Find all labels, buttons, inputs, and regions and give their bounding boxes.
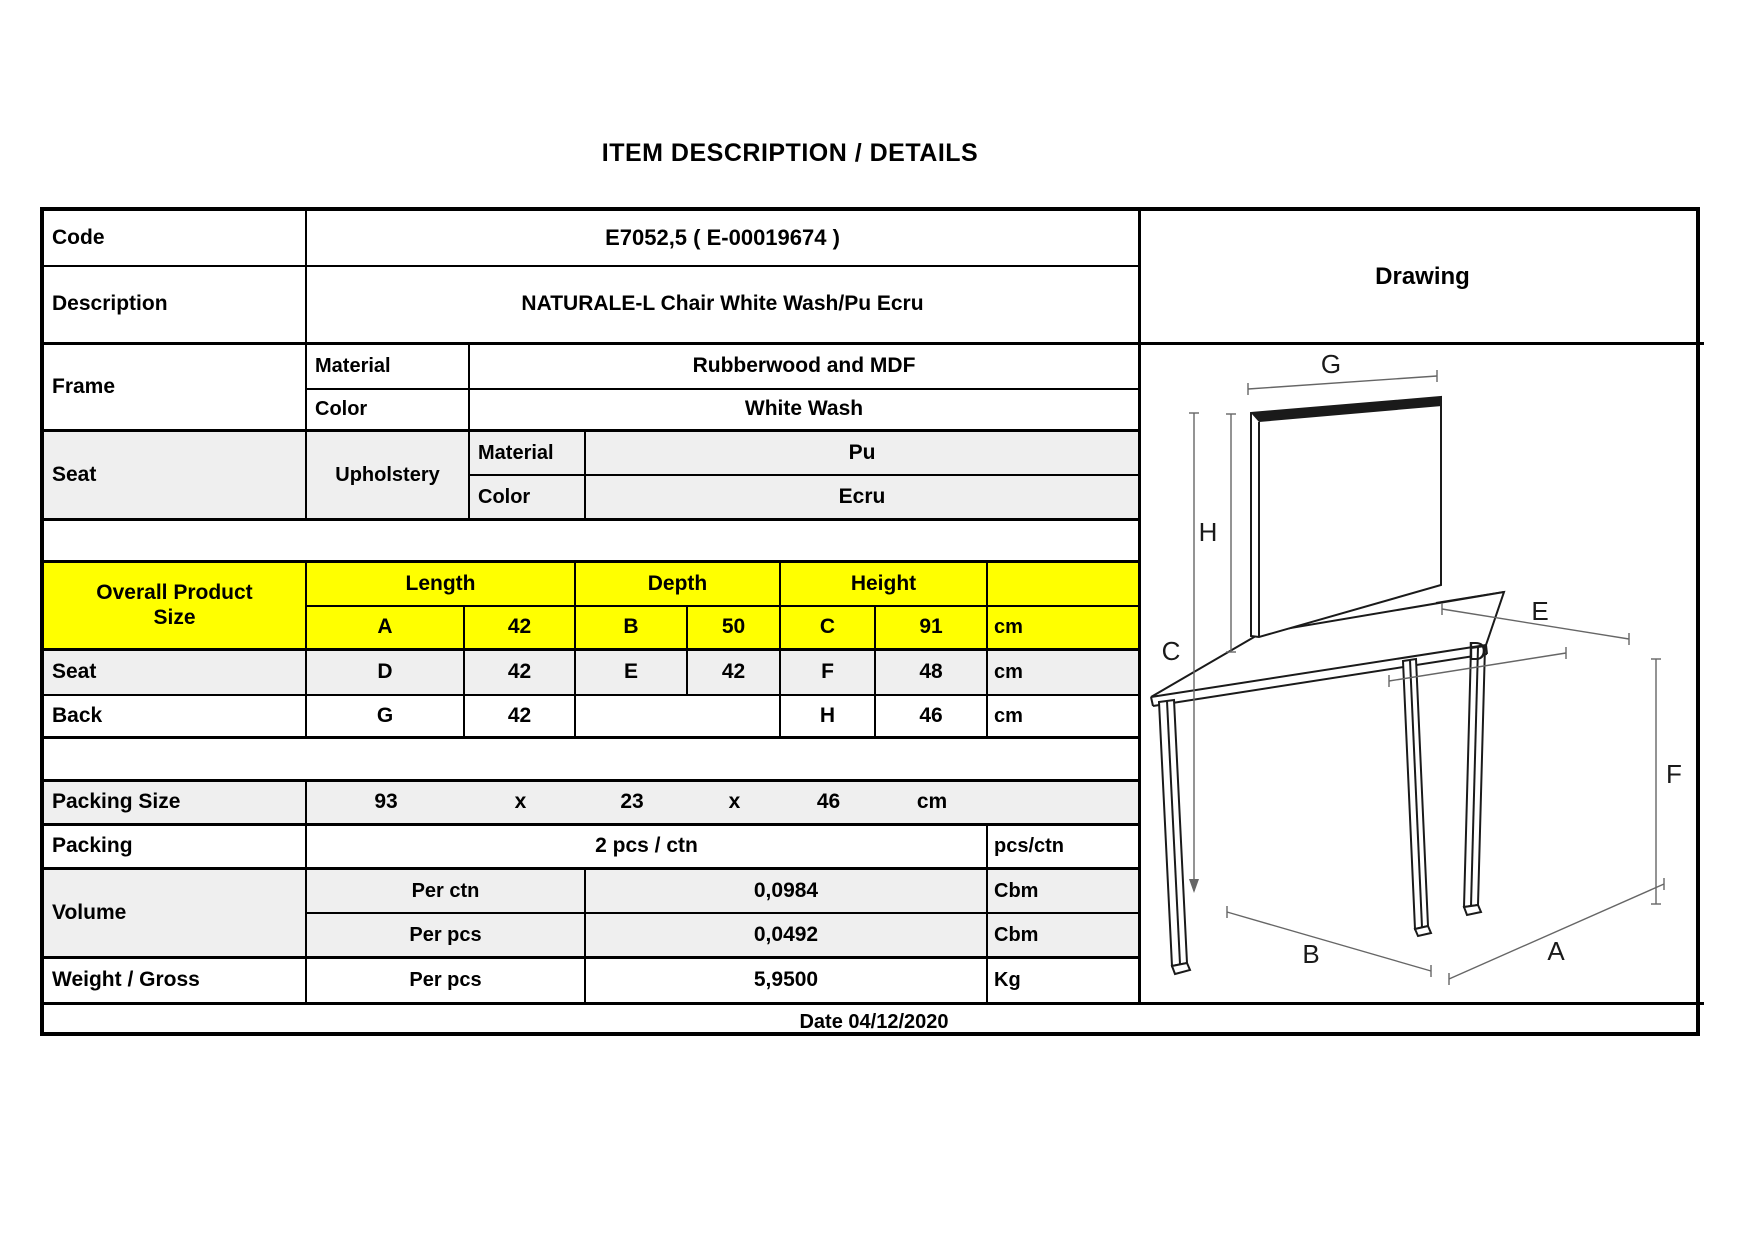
dim-label-H: H: [1198, 517, 1218, 547]
packing-size-x2: x: [728, 790, 741, 814]
volume-per-ctn-label: Per ctn: [307, 870, 586, 914]
back-h-value: 46: [876, 696, 988, 739]
dim-label-B: B: [1302, 939, 1320, 969]
weight-label: Weight / Gross: [44, 959, 307, 1002]
back-dims-unit: cm: [988, 696, 1141, 739]
volume-per-ctn-value: 0,0984: [586, 870, 988, 914]
weight-value: 5,9500: [586, 959, 988, 1002]
dim-label-E: E: [1531, 596, 1549, 626]
description-value: NATURALE-L Chair White Wash/Pu Ecru: [307, 267, 1141, 345]
weight-sub-label: Per pcs: [307, 959, 586, 1002]
volume-per-pcs-label: Per pcs: [307, 914, 586, 959]
seat-color-label: Color: [470, 476, 586, 521]
overall-c-key: C: [781, 607, 876, 651]
drawing-header: Drawing: [1141, 211, 1704, 345]
overall-c-value: 91: [876, 607, 988, 651]
seat-material-label: Material: [470, 432, 586, 476]
seat-upholstery-label: Upholstery: [307, 432, 470, 521]
packing-size-x1: x: [514, 790, 527, 814]
seat-material-value: Pu: [586, 432, 1141, 476]
frame-color-label: Color: [307, 390, 470, 432]
frame-label: Frame: [44, 345, 307, 432]
packing-value: 2 pcs / ctn: [307, 826, 988, 870]
seat-dims-unit: cm: [988, 651, 1141, 696]
volume-per-ctn-unit: Cbm: [988, 870, 1141, 914]
dim-line-G: [1248, 376, 1437, 389]
seat-left-thickness: [1151, 697, 1153, 706]
overall-b-key: B: [576, 607, 688, 651]
packing-size-values: [307, 782, 1138, 823]
back-dims-label: Back: [44, 696, 307, 739]
back-g-value: 42: [465, 696, 576, 739]
seat-f-value: 48: [876, 651, 988, 696]
packing-size-unit: cm: [916, 790, 948, 814]
spec-table: [40, 207, 1700, 1036]
back-empty-cell: [576, 696, 781, 739]
seat-label: Seat: [44, 432, 307, 521]
volume-per-pcs-value: 0,0492: [586, 914, 988, 959]
spacer-row-1: [44, 521, 1141, 563]
dim-label-G: G: [1320, 349, 1342, 379]
seat-dims-label: Seat: [44, 651, 307, 696]
seat-d-value: 42: [465, 651, 576, 696]
dim-label-C: C: [1161, 636, 1181, 666]
backrest-panel: [1251, 397, 1441, 637]
overall-size-label: [44, 563, 307, 651]
page-title: ITEM DESCRIPTION / DETAILS: [601, 139, 979, 167]
height-header: Height: [781, 563, 988, 607]
dim-label-A: A: [1547, 936, 1565, 966]
front-right-foot: [1464, 905, 1481, 915]
spacer-row-2: [44, 739, 1141, 782]
back-h-key: H: [781, 696, 876, 739]
drawing-region: [1141, 345, 1704, 1002]
dim-label-D: D: [1467, 636, 1487, 666]
back-left-foot: [1415, 926, 1431, 936]
overall-size-label-line1: Overall Product: [96, 581, 253, 605]
overall-unit: cm: [988, 607, 1141, 651]
seat-color-value: Ecru: [586, 476, 1141, 521]
packing-size-value: [307, 782, 1141, 826]
depth-header: Depth: [576, 563, 781, 607]
length-header: Length: [307, 563, 576, 607]
seat-e-value: 42: [688, 651, 781, 696]
volume-label: Volume: [44, 870, 307, 959]
seat-e-key: E: [576, 651, 688, 696]
seat-f-key: F: [781, 651, 876, 696]
code-label: Code: [44, 211, 307, 267]
overall-a-value: 42: [465, 607, 576, 651]
weight-unit: Kg: [988, 959, 1141, 1002]
overall-b-value: 50: [688, 607, 781, 651]
packing-size-v3: 46: [816, 790, 841, 814]
dim-label-F: F: [1666, 759, 1682, 789]
dim-line-B: [1227, 912, 1431, 971]
code-value: E7052,5 ( E-00019674 ): [307, 211, 1141, 267]
packing-label: Packing: [44, 826, 307, 870]
chair-drawing: [1141, 345, 1704, 1002]
frame-material-label: Material: [307, 345, 470, 390]
back-g-key: G: [307, 696, 465, 739]
overall-a-key: A: [307, 607, 465, 651]
size-header-unit-cell: [988, 563, 1141, 607]
packing-unit: pcs/ctn: [988, 826, 1141, 870]
date-row: Date 04/12/2020: [44, 1002, 1704, 1040]
seat-d-key: D: [307, 651, 465, 696]
packing-size-label: Packing Size: [44, 782, 307, 826]
packing-size-v1: 93: [374, 790, 398, 814]
overall-size-label-line2: Size: [153, 605, 196, 629]
description-label: Description: [44, 267, 307, 345]
front-left-foot: [1172, 963, 1190, 974]
frame-material-value: Rubberwood and MDF: [470, 345, 1141, 390]
dim-arrow-C: [1189, 879, 1199, 893]
volume-per-pcs-unit: Cbm: [988, 914, 1141, 959]
packing-size-v2: 23: [620, 790, 644, 814]
frame-color-value: White Wash: [470, 390, 1141, 432]
